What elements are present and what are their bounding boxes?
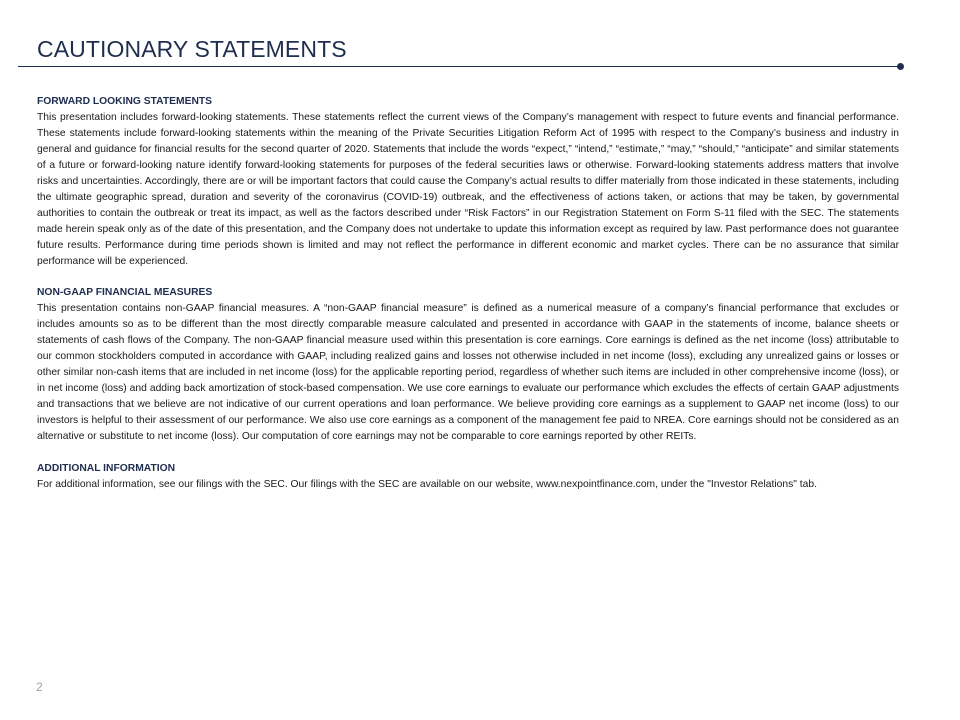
section-heading: ADDITIONAL INFORMATION (37, 463, 176, 475)
page-number: 2 (36, 680, 43, 694)
section-additional-information (37, 461, 899, 493)
title-divider (18, 66, 900, 67)
section-forward-looking (37, 94, 899, 269)
divider-dot (897, 63, 904, 70)
section-body: For additional information, see our filings with the SEC. Our filings with the SEC are available on our website, www.nexpointfinance.com, under the "Investor Relations" tab. (37, 478, 817, 490)
statements-content (37, 94, 899, 509)
section-non-gaap (37, 285, 899, 445)
page-title: CAUTIONARY STATEMENTS (37, 36, 347, 62)
section-heading: FORWARD LOOKING STATEMENTS (37, 96, 213, 107)
section-heading: NON-GAAP FINANCIAL MEASURES (37, 287, 213, 299)
section-body: This presentation contains non-GAAP financial measures. A “non-GAAP financial measure” is defined as a numerical measure of a company’s financial performance that excludes or includes amounts so as to be different than the most directly comparable measure calculated and presented in accordance with GAAP in the statements of income, balance sheets or statements of cash flows of the Company. The non-GAAP financial measure used within this presentation is core earnings. Core earnings is defined as the net income (loss) attributable to our common stockholders computed in accordance with GAAP, including realized gains and losses not otherwise included in net income (loss), excluding any unrealized gains or losses or other similar non-cash items that are included in net income (loss) for the applicable reporting period, regardless of whether such items are included in other comprehensive income (loss), or in net income (loss) and adding back amortization of stock-based compensation. We use core earnings to evaluate our performance which excludes the effects of certain GAAP adjustments and transactions that we believe are not indicative of our current operations and loan performance. We believe providing core earnings as a supplement to GAAP net income (loss) to our investors is helpful to their assessment of our performance. We also use core earnings as a component of the management fee paid to NREA. Core earnings should not be considered as an alternative or substitute to net income (loss). Our computation of core earnings may not be comparable to core earnings reported by other REITs. (37, 303, 899, 443)
section-body: This presentation includes forward-looking statements. These statements reflect the current views of the Company’s management with respect to future events and financial performance. These statements include forward-looking statements within the meaning of the Private Securities Litigation Reform Act of 1995 with respect to the Company’s business and industry in general and guidance for financial results for the second quarter of 2020. Statements that include the words “expect,” “intend,” “estimate,” “may,” “should,” “anticipate” and similar statements of a future or forward-looking nature identify forward-looking statements for purposes of the federal securities laws or otherwise. Forward-looking statements address matters that involve risks and uncertainties. Accordingly, there are or will be important factors that could cause the Company’s actual results to differ materially from those indicated in these statements, including the ultimate geographic spread, duration and severity of the coronavirus (COVID-19) outbreak, and the effectiveness of actions taken, or actions that may be taken, by governmental authorities to contain the outbreak or treat its impact, as well as the factors described under “Risk Factors” in our Registration Statement on Form S-11 filed with the SEC. The statements made herein speak only as of the date of this presentation, and the Company does not undertake to update this information except as required by law. Past performance does not guarantee future results. Performance during time periods shown is limited and may not reflect the performance in different economic and market cycles. There can be no assurance that similar performance will be experienced. (37, 111, 899, 267)
